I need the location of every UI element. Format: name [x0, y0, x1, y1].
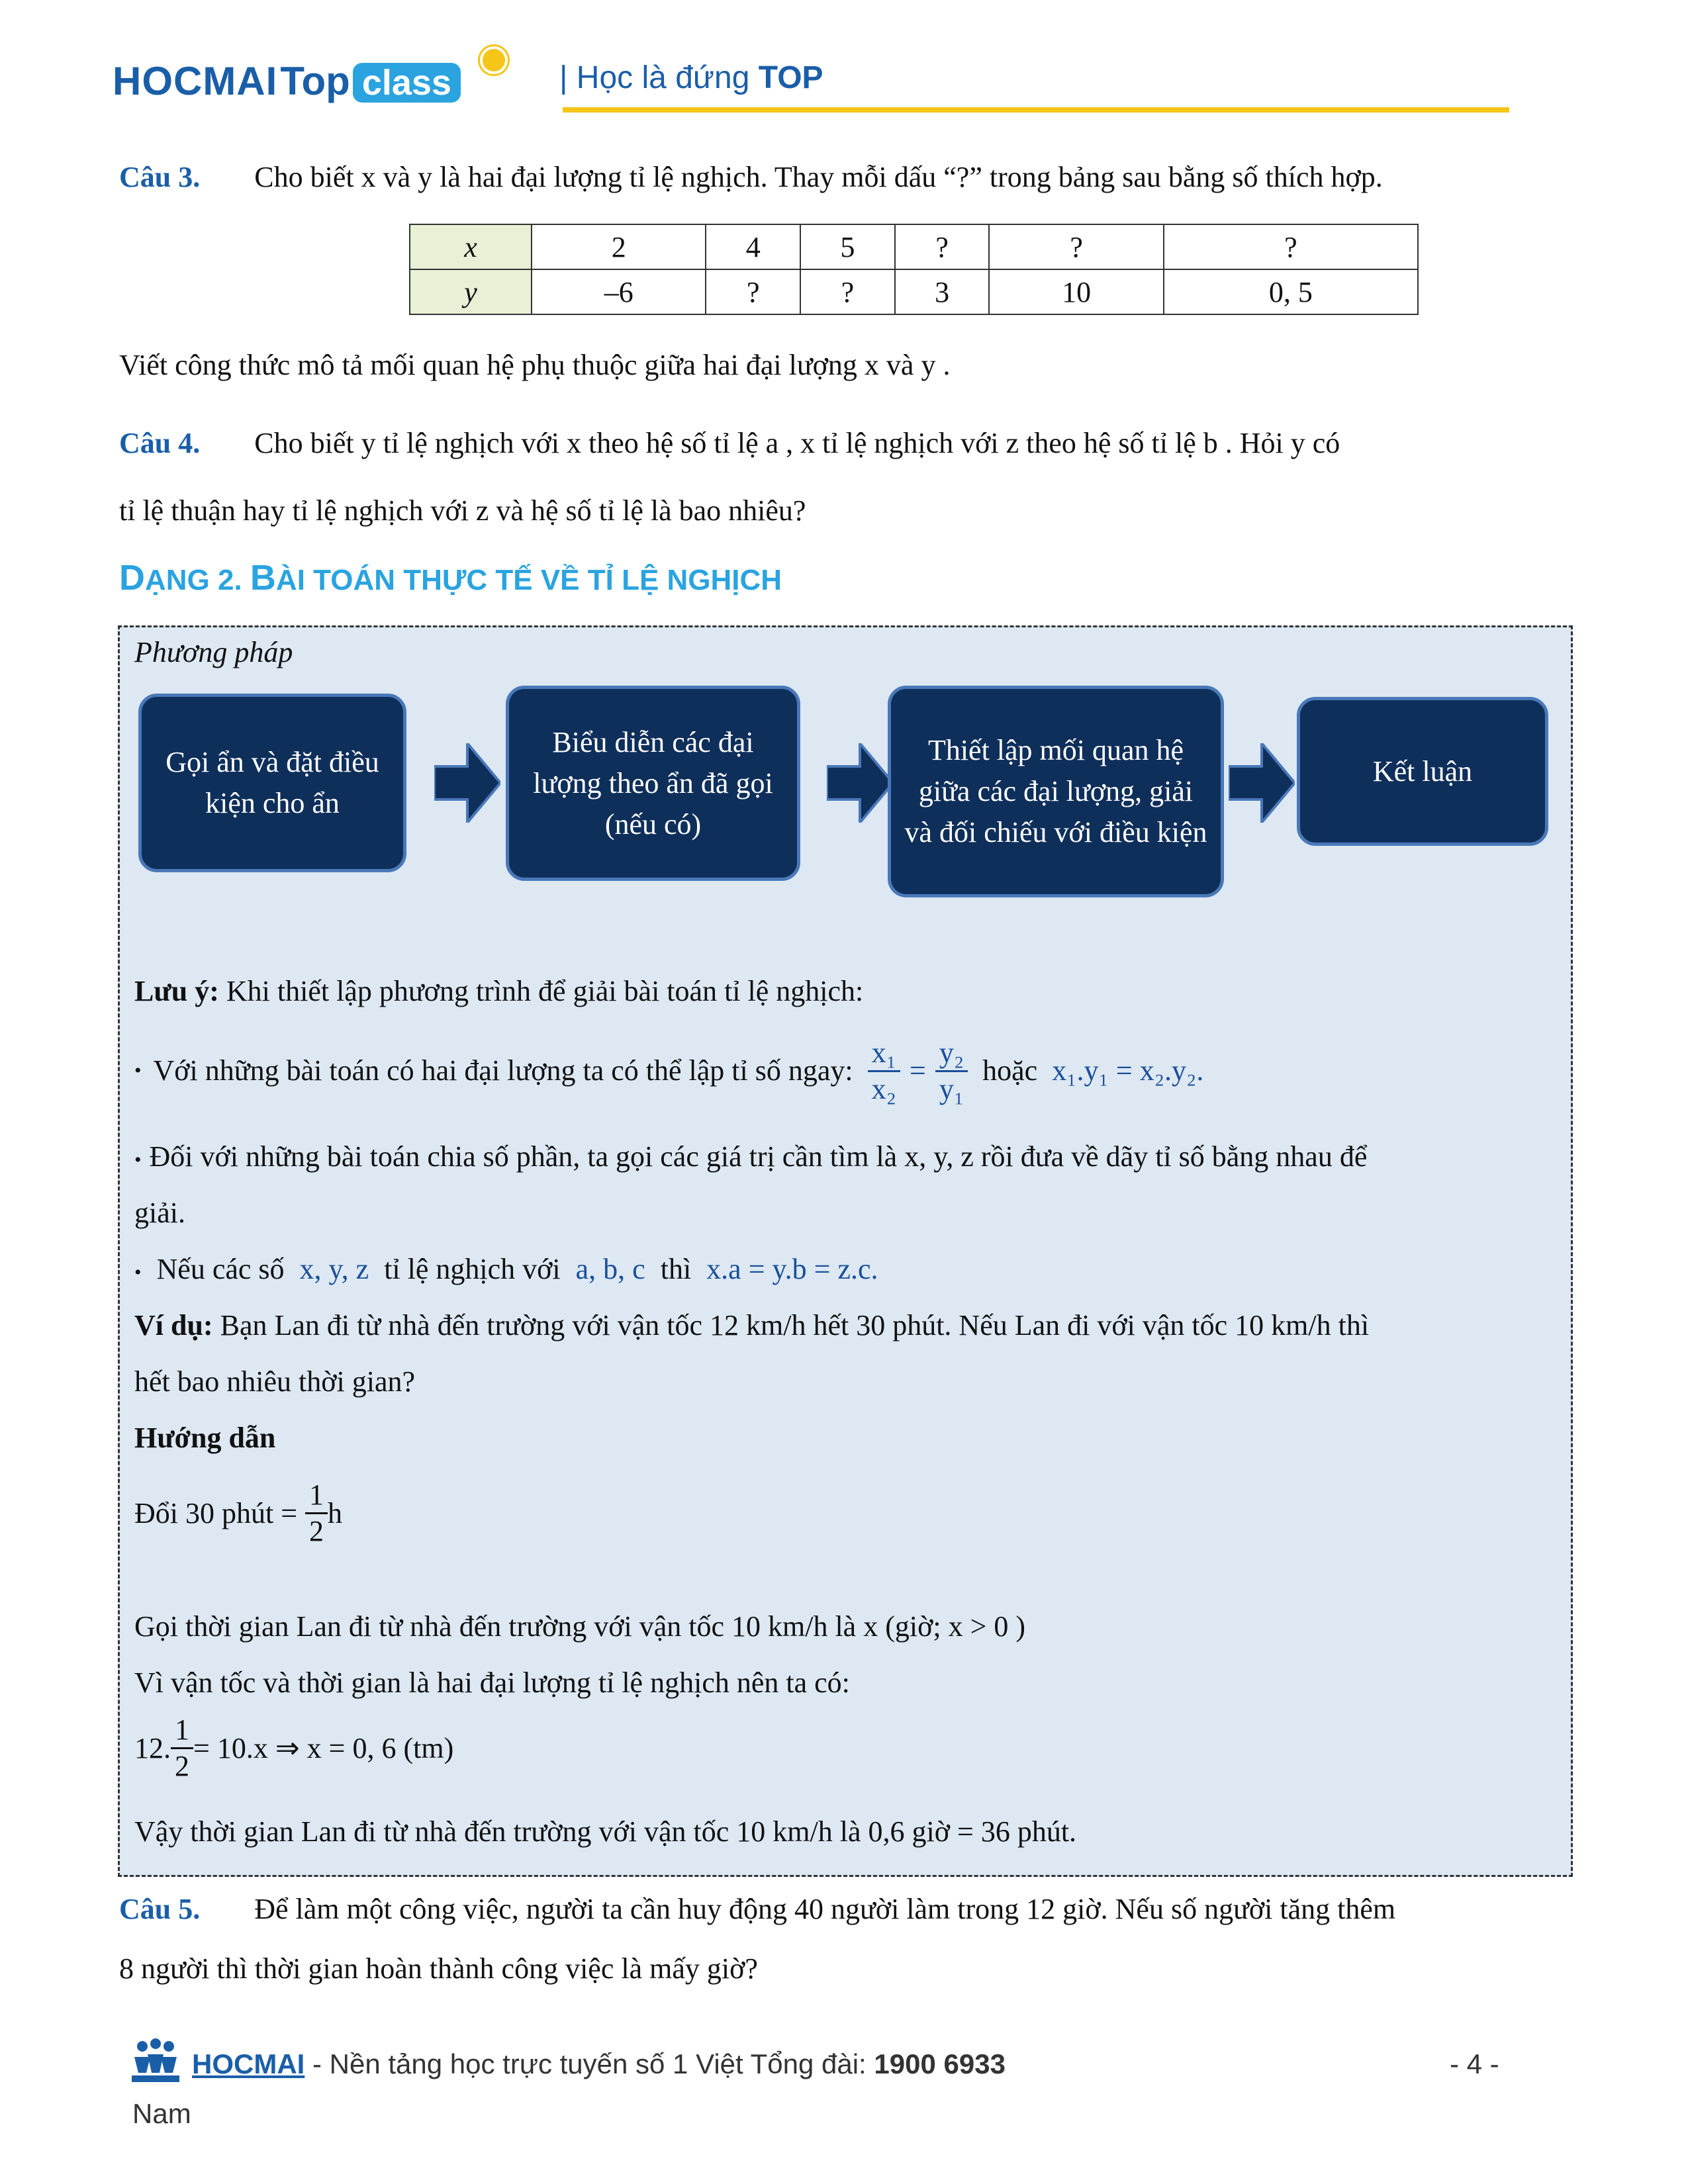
table-cell: 0, 5	[1164, 269, 1418, 314]
bullet-icon: •	[134, 1261, 142, 1283]
question-5	[119, 1889, 1395, 1929]
arrow-right-icon	[434, 743, 500, 823]
table-cell: –6	[532, 269, 706, 314]
arrow-right-icon	[1229, 743, 1295, 823]
bullet-1-or: hoặc	[982, 1054, 1038, 1087]
fraction-x	[868, 1036, 900, 1107]
bullet-3-text: Nếu các số	[156, 1253, 285, 1285]
equation-pre: 12.	[134, 1731, 171, 1764]
table-cell: 3	[895, 269, 990, 314]
conclusion: Vậy thời gian Lan đi từ nhà đến trường với vận tốc 10 km/h là 0,6 giờ = 36 phút.	[134, 1815, 1077, 1848]
bullet-3-text: tỉ lệ nghịch với	[384, 1253, 561, 1285]
fraction-numerator: 1	[305, 1478, 328, 1514]
tagline-top: TOP	[758, 60, 823, 95]
question-label: Câu 3.	[119, 161, 201, 193]
table-row-y	[410, 269, 1418, 314]
flow-step-4: Kết luận	[1297, 697, 1548, 846]
note-label: Lưu ý:	[134, 975, 219, 1007]
table-cell: ?	[706, 269, 800, 314]
bullet-2-line2: giải.	[134, 1197, 185, 1229]
table-cell: x	[410, 224, 532, 269]
example	[134, 1306, 1369, 1345]
fraction-half	[171, 1713, 193, 1784]
table-cell: ?	[989, 224, 1163, 269]
tagline-prefix: | Học là đứng	[559, 60, 750, 95]
fraction-denominator: y₁	[939, 1072, 964, 1105]
footer-brand-link[interactable]: HOCMAI	[192, 2048, 305, 2079]
footer-nam: Nam	[132, 2098, 191, 2129]
footer-phone: 1900 6933	[874, 2048, 1006, 2079]
flow-step-3: Thiết lập mối quan hệ giữa các đại lượng, giải và đối chiếu với điều kiện	[888, 686, 1224, 897]
bullet-3-vars: x, y, z	[299, 1253, 369, 1285]
bullet-2	[134, 1137, 1367, 1180]
table-cell: ?	[1164, 224, 1418, 269]
example-label: Ví dụ:	[134, 1309, 213, 1342]
fraction-denominator: x₂	[871, 1072, 896, 1105]
conversion	[134, 1478, 342, 1549]
reason-statement: Vì vận tốc và thời gian là hai đại lượng tỉ lệ nghịch nên ta có:	[134, 1666, 850, 1699]
question-text: Cho biết y tỉ lệ nghịch với x theo hệ số tỉ lệ a , x tỉ lệ nghịch với z theo hệ số tỉ lệ b . Hỏi y có	[254, 427, 1340, 459]
flow-step-2: Biểu diễn các đại lượng theo ẩn đã gọi (nếu có)	[506, 686, 800, 881]
logo-top-text: Top	[280, 59, 350, 103]
fraction-numerator: x₁	[868, 1036, 900, 1072]
flow-step-1: Gọi ẩn và đặt điều kiện cho ẩn	[138, 694, 406, 872]
question-4-line2: tỉ lệ thuận hay tỉ lệ nghịch với z và hệ số tỉ lệ là bao nhiêu?	[119, 494, 806, 527]
arrow-right-icon	[827, 743, 893, 823]
note	[134, 972, 863, 1011]
logo	[113, 58, 461, 104]
question-text: Cho biết x và y là hai đại lượng tỉ lệ nghịch. Thay mỗi dấu “?” trong bảng sau bằng số thích hợp.	[254, 161, 1383, 193]
guide-heading: Hướng dẫn	[134, 1422, 276, 1454]
fraction-y	[935, 1036, 968, 1107]
page-number: - 4 -	[1450, 2048, 1499, 2079]
fraction-denominator: 2	[309, 1515, 324, 1547]
bullet-1-expr: x₁.y₁ = x₂.y₂.	[1052, 1054, 1204, 1087]
fraction-half	[305, 1478, 328, 1549]
bullet-3-text: thì	[660, 1253, 692, 1285]
conversion-unit: h	[328, 1496, 343, 1529]
equation-post: = 10.x ⇒ x = 0, 6 (tm)	[193, 1731, 454, 1764]
table-cell: y	[410, 269, 532, 314]
bullet-icon: •	[134, 1060, 142, 1081]
section-title	[119, 557, 782, 598]
example-text: Bạn Lan đi từ nhà đến trường với vận tốc 12 km/h hết 30 phút. Nếu Lan đi với vận tốc 10 km/h thì	[212, 1309, 1370, 1342]
bullet-2-text: Đối với những bài toán chia số phần, ta gọi các giá trị cần tìm là x, y, z rồi đưa về dãy tỉ số bằng nhau để	[149, 1140, 1368, 1173]
footer	[192, 2048, 1006, 2080]
logo-hocmai-text: HOCMAI	[113, 59, 278, 103]
note-text: Khi thiết lập phương trình để giải bài toán tỉ lệ nghịch:	[218, 975, 864, 1007]
table-cell: 2	[532, 224, 706, 269]
table-row-x	[410, 224, 1418, 269]
question-label: Câu 5.	[119, 1893, 201, 1925]
section-title-part: ÀI TOÁN THỰC TẾ VỀ TỈ LỆ NGHỊCH	[275, 564, 782, 596]
table-cell: ?	[895, 224, 990, 269]
question-3	[119, 158, 1383, 197]
section-title-initial: B	[250, 558, 276, 598]
logo-class-text: class	[353, 63, 461, 103]
equation	[134, 1713, 453, 1784]
table-cell: ?	[800, 269, 895, 314]
header-divider	[563, 107, 1509, 113]
bullet-1-text: Với những bài toán có hai đại lượng ta có thể lập tỉ số ngay:	[153, 1054, 853, 1087]
bullet-3	[134, 1250, 878, 1293]
bullet-icon: •	[134, 1149, 142, 1171]
fraction-numerator: y₂	[935, 1036, 968, 1072]
section-title-part: ẠNG 2.	[145, 564, 250, 596]
bullet-3-coef: a, b, c	[575, 1253, 645, 1285]
table-cell: 5	[800, 224, 895, 269]
value-table	[409, 224, 1419, 315]
question-label: Câu 4.	[119, 427, 201, 459]
bullet-3-expr: x.a = y.b = z.c.	[706, 1253, 878, 1285]
equals-sign: =	[909, 1054, 926, 1087]
fraction-numerator: 1	[171, 1713, 193, 1749]
bullet-1	[134, 1028, 1203, 1114]
fraction-denominator: 2	[175, 1750, 189, 1782]
table-cell: 4	[706, 224, 800, 269]
method-title: Phương pháp	[134, 636, 293, 668]
tagline	[559, 60, 823, 96]
question-3-followup: Viết công thức mô tả mối quan hệ phụ thuộc giữa hai đại lượng x và y .	[119, 349, 951, 381]
hocmai-logo-icon	[129, 2038, 182, 2085]
let-statement: Gọi thời gian Lan đi từ nhà đến trường với vận tốc 10 km/h là x (giờ; x > 0 )	[134, 1610, 1026, 1643]
conversion-text: Đổi 30 phút =	[134, 1496, 298, 1529]
example-line2: hết bao nhiêu thời gian?	[134, 1365, 416, 1398]
question-text: Để làm một công việc, người ta cần huy động 40 người làm trong 12 giờ. Nếu số người tăng thêm	[254, 1893, 1396, 1925]
table-cell: 10	[989, 269, 1163, 314]
section-title-initial: D	[119, 558, 145, 598]
footer-text: - Nền tảng học trực tuyến số 1 Việt Tổng đài:	[305, 2048, 874, 2079]
question-5-line2: 8 người thì thời gian hoàn thành công việc là mấy giờ?	[119, 1952, 758, 1985]
question-4	[119, 424, 1340, 463]
sun-icon	[480, 46, 508, 74]
method-box	[118, 625, 1573, 1877]
